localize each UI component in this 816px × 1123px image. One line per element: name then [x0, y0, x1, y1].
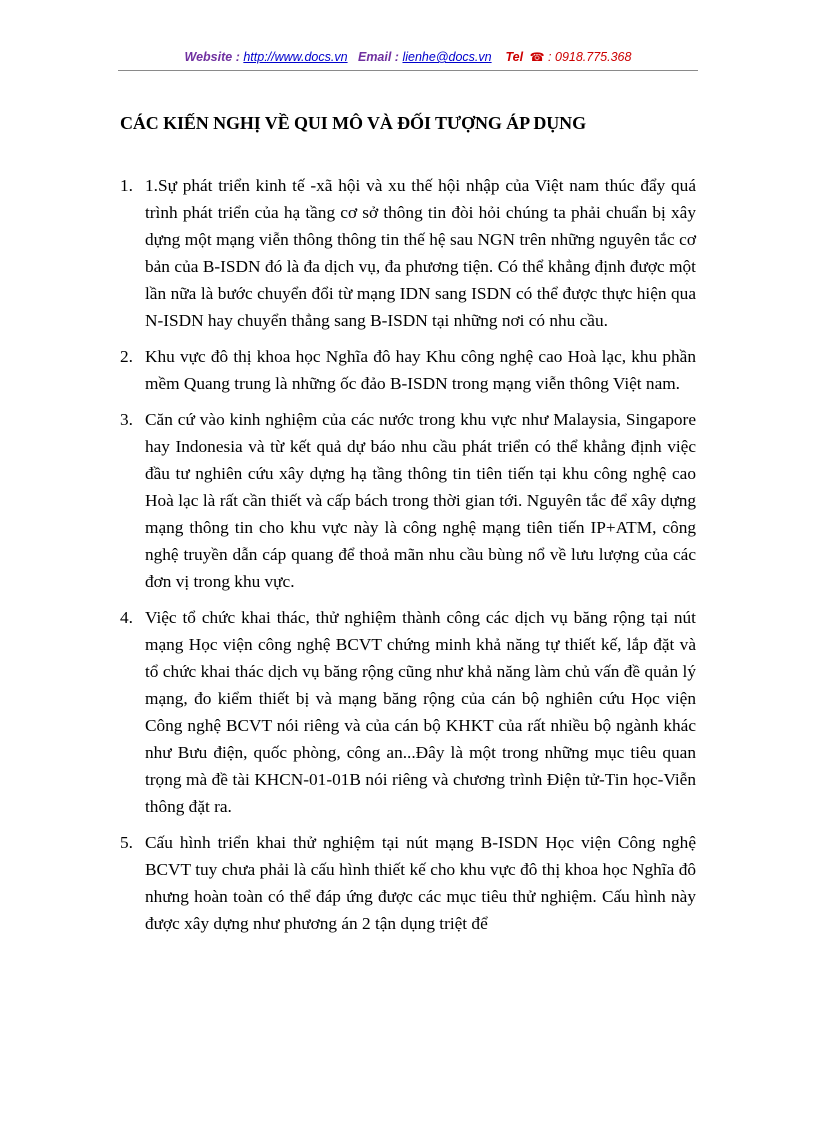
list-item — [120, 604, 696, 820]
recommendation-list — [120, 172, 696, 946]
phone-number: : 0918.775.368 — [548, 50, 632, 64]
page-header — [0, 50, 816, 64]
email-label: Email : — [357, 50, 399, 64]
header-divider — [118, 70, 698, 71]
list-item-number: 5. — [120, 833, 133, 852]
document-title: CÁC KIẾN NGHỊ VỀ QUI MÔ VÀ ĐỐI TƯỢNG ÁP DỤNG — [120, 113, 586, 133]
website-label: Website : — [184, 50, 240, 64]
list-item-text: 1.Sự phát triển kinh tế -xã hội và xu thế hội nhập của Việt nam thúc đẩy quá trình phát triển của hạ tầng cơ sở thông tin đòi hỏi chúng ta phải chuẩn bị xây dựng một mạng viễn thông thông tin thế hệ sau NGN trên những nguyên tắc cơ bản của B-ISDN đó là đa dịch vụ, đa phương tiện. Có thể khẳng định được một lần nữa là bước chuyển đổi từ mạng IDN sang ISDN có thể được thực hiện qua N-ISDN hay chuyển thẳng sang B-ISDN tại những nơi có nhu cầu. — [145, 176, 696, 330]
list-item — [120, 829, 696, 937]
list-item — [120, 172, 696, 334]
list-item — [120, 406, 696, 595]
list-item-number: 3. — [120, 410, 133, 429]
email-link[interactable]: lienhe@docs.vn — [402, 50, 492, 64]
list-item-text: Cấu hình triển khai thử nghiệm tại nút mạng B-ISDN Học viện Công nghệ BCVT tuy chưa phải là cấu hình thiết kế cho khu vực đô thị khoa học Nghĩa đô nhưng hoàn toàn có thể đáp ứng được các mục tiêu thử nghiệm. Cấu hình này được xây dựng như phương án 2 tận dụng triệt để — [145, 833, 696, 933]
list-item-text: Căn cứ vào kinh nghiệm của các nước trong khu vực như Malaysia, Singapore hay Indonesia và từ kết quả dự báo nhu cầu phát triển có thể khẳng định việc đầu tư nghiên cứu xây dựng hạ tầng thông tin tiên tiến tại khu công nghệ cao Hoà lạc là rất cần thiết và cấp bách trong thời gian tới. Nguyên tắc để xây dựng mạng thông tin cho khu vực này là công nghệ mạng tiên tiến IP+ATM, công nghệ truyền dẫn cáp quang để thoả mãn nhu cầu bùng nổ về lưu lượng của các đơn vị trong khu vực. — [145, 410, 696, 591]
list-item-text: Việc tổ chức khai thác, thử nghiệm thành công các dịch vụ băng rộng tại nút mạng Học viện công nghệ BCVT chứng minh khả năng tự thiết kế, lắp đặt và tổ chức khai thác dịch vụ băng rộng cũng như khả năng làm chủ vấn đề quản lý mạng, đo kiểm thiết bị và mạng băng rộng của cán bộ nghiên cứu Học viện Công nghệ BCVT nói riêng và của cán bộ KHKT của rất nhiều bộ ngành khác như Bưu điện, quốc phòng, công an...Đây là một trong những mục tiêu quan trọng mà đề tài KHCN-01-01B nói riêng và chương trình Điện tử-Tin học-Viễn thông đặt ra. — [145, 608, 696, 816]
list-item — [120, 343, 696, 397]
website-link[interactable]: http://www.docs.vn — [243, 50, 348, 64]
tel-label: Tel — [505, 50, 524, 64]
list-item-number: 2. — [120, 347, 133, 366]
list-item-number: 1. — [120, 176, 133, 195]
list-item-text: Khu vực đô thị khoa học Nghĩa đô hay Khu công nghệ cao Hoà lạc, khu phần mềm Quang trung là những ốc đảo B-ISDN trong mạng viễn thông Việt nam. — [145, 347, 696, 393]
phone-icon: ☎ — [529, 50, 545, 64]
list-item-number: 4. — [120, 608, 133, 627]
